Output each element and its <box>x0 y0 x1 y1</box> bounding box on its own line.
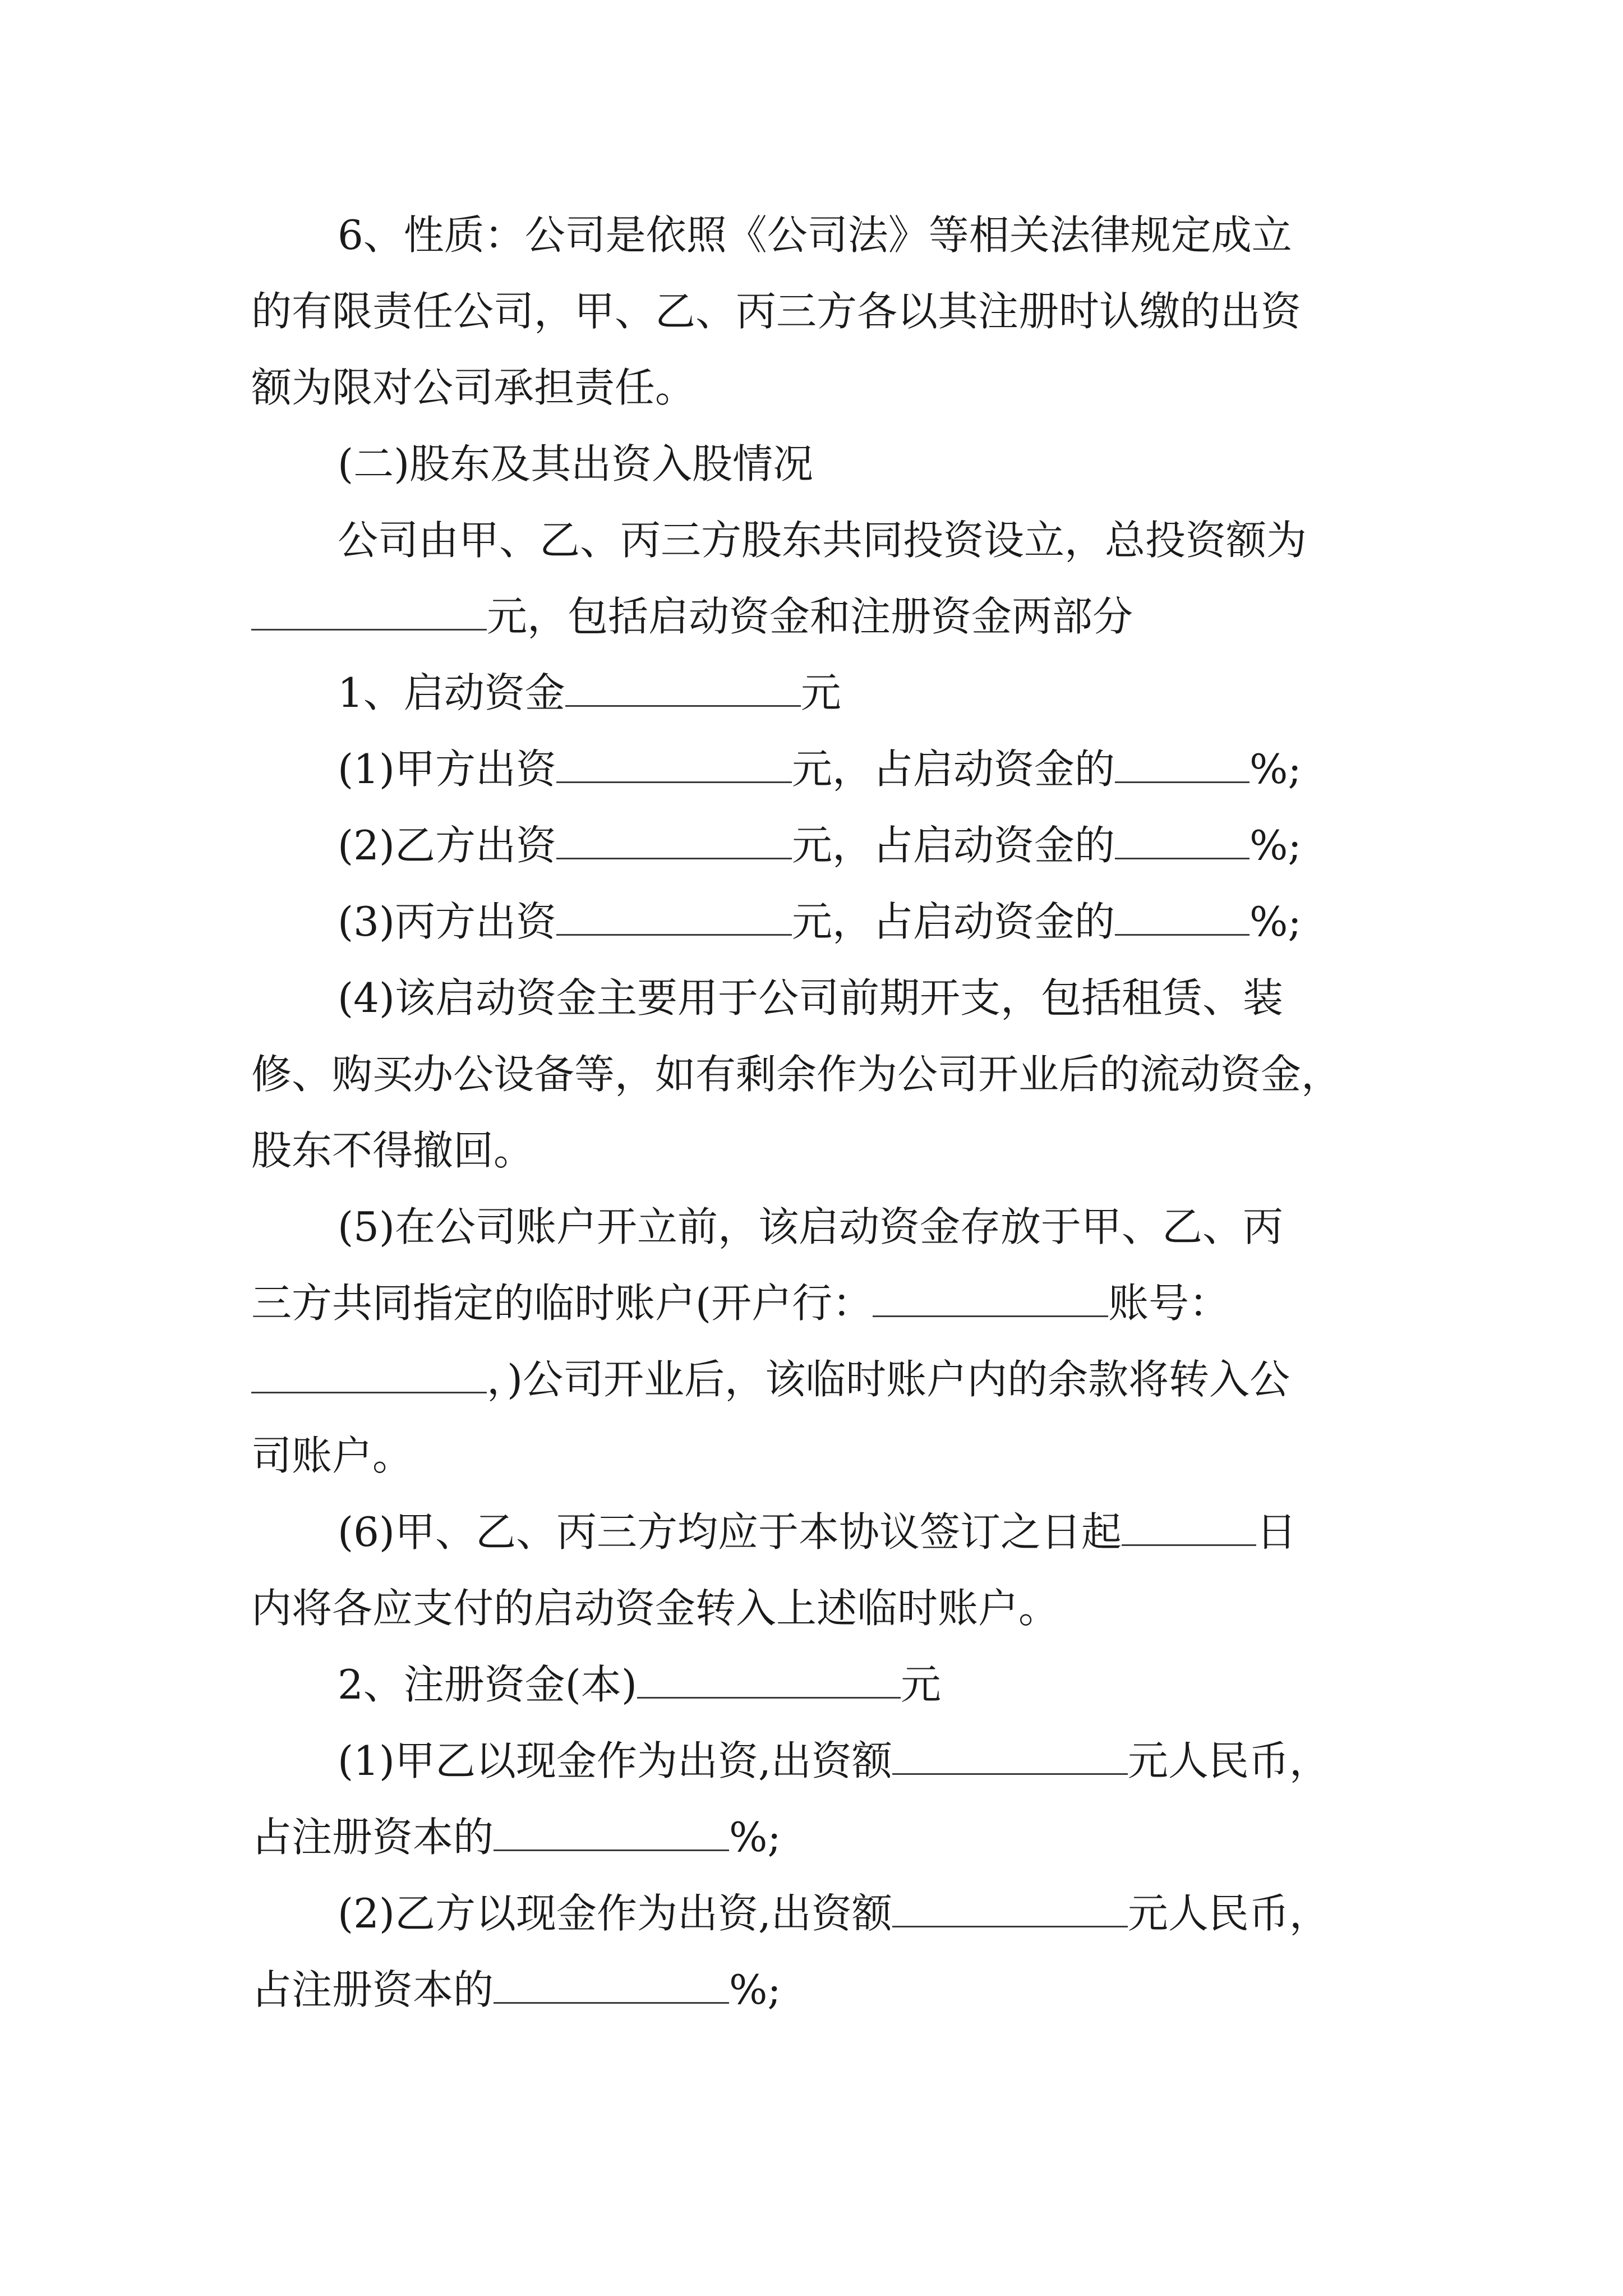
fill-in-blank[interactable] <box>1115 895 1249 936</box>
paragraph-line <box>251 1272 1229 1334</box>
line-text: 元 <box>800 669 841 716</box>
line-text: 修、购买办公设备等，如有剩余作为公司开业后的流动资金， <box>251 1051 1342 1098</box>
paragraph-line <box>338 204 1292 266</box>
line-text: 账号： <box>1108 1280 1230 1327</box>
line-text: 元 <box>901 1661 942 1708</box>
line-text: (5)在公司账户开立前，该启动资金存放于甲、乙、丙 <box>338 1203 1283 1250</box>
line-text: 元人民币， <box>1127 1737 1330 1784</box>
fill-in-blank[interactable] <box>892 1887 1128 1927</box>
line-text: 元人民币， <box>1127 1890 1330 1937</box>
fill-in-blank[interactable] <box>892 1734 1128 1775</box>
line-text: %; <box>1249 898 1302 945</box>
line-text: 公司由甲、乙、丙三方股东共同投资设立，总投资额为 <box>338 517 1307 564</box>
paragraph-line <box>251 1120 534 1181</box>
line-text: 占注册资本的 <box>251 1966 494 2013</box>
fill-in-blank[interactable] <box>1115 742 1249 783</box>
line-text: 元，占启动资金的 <box>792 746 1115 793</box>
line-text: (4)该启动资金主要用于公司前期开支，包括租赁、装 <box>338 974 1283 1022</box>
fill-in-blank[interactable] <box>556 895 792 936</box>
fill-in-blank[interactable] <box>556 818 792 859</box>
paragraph-line <box>338 967 1283 1029</box>
paragraph-line <box>338 815 1302 876</box>
fill-in-blank[interactable] <box>637 1658 901 1699</box>
line-text: 2、注册资金(本) <box>338 1661 637 1708</box>
line-text: %; <box>729 1966 781 2013</box>
line-text: 的有限责任公司，甲、乙、丙三方各以其注册时认缴的出资 <box>251 288 1302 335</box>
line-text: 额为限对公司承担责任。 <box>251 364 696 411</box>
line-text: 占注册资本的 <box>251 1814 494 1861</box>
line-text: 三方共同指定的临时账户(开户行： <box>251 1280 873 1327</box>
paragraph-line <box>251 1425 413 1487</box>
line-text: ，)公司开业后，该临时账户内的余款将转入公 <box>487 1356 1290 1403</box>
paragraph-line <box>338 1196 1283 1258</box>
fill-in-blank[interactable] <box>1122 1505 1256 1546</box>
paragraph-line <box>251 1043 1341 1105</box>
line-text: (6)甲、乙、丙三方均应于本协议签订之日起 <box>338 1508 1122 1556</box>
paragraph-line <box>251 1959 781 2021</box>
line-text: 司账户。 <box>251 1432 413 1479</box>
paragraph-line <box>338 1730 1330 1792</box>
paragraph-line <box>338 1654 941 1715</box>
fill-in-blank[interactable] <box>494 1810 729 1851</box>
section-heading <box>338 433 813 495</box>
paragraph-line <box>338 1883 1330 1944</box>
line-text: (1)甲方出资 <box>338 746 556 793</box>
paragraph-line <box>338 738 1302 800</box>
line-text: %; <box>1249 822 1302 869</box>
paragraph-line <box>251 1577 1059 1639</box>
fill-in-blank[interactable] <box>251 590 487 631</box>
fill-in-blank[interactable] <box>251 1352 487 1393</box>
line-text: 1、启动资金 <box>338 669 565 716</box>
paragraph-line <box>338 509 1307 571</box>
paragraph-line <box>251 586 1133 647</box>
fill-in-blank[interactable] <box>494 1963 729 2004</box>
line-text: 元，包括启动资金和注册资金两部分 <box>487 593 1133 640</box>
line-text: 6、性质：公司是依照《公司法》等相关法律规定成立 <box>338 211 1292 259</box>
line-text: 日 <box>1256 1508 1297 1556</box>
line-text: (1)甲乙以现金作为出资,出资额 <box>338 1737 892 1784</box>
line-text: 元，占启动资金的 <box>792 898 1115 945</box>
line-text: (2)乙方以现金作为出资,出资额 <box>338 1890 892 1937</box>
line-text: %; <box>1249 746 1302 793</box>
paragraph-line <box>251 280 1301 342</box>
fill-in-blank[interactable] <box>556 742 792 783</box>
paragraph-line <box>338 662 841 724</box>
fill-in-blank[interactable] <box>873 1276 1108 1317</box>
paragraph-line <box>251 1806 781 1868</box>
fill-in-blank[interactable] <box>565 666 801 707</box>
line-text: (二)股东及其出资入股情况 <box>338 440 814 487</box>
line-text: 元，占启动资金的 <box>792 822 1115 869</box>
line-text: (3)丙方出资 <box>338 898 556 945</box>
line-text: %; <box>729 1814 781 1861</box>
paragraph-line <box>338 891 1302 953</box>
paragraph-line <box>338 1501 1297 1563</box>
paragraph-line <box>251 357 695 418</box>
line-text: 股东不得撤回。 <box>251 1127 534 1174</box>
line-text: 内将各应支付的启动资金转入上述临时账户。 <box>251 1585 1059 1632</box>
fill-in-blank[interactable] <box>1115 818 1249 859</box>
line-text: (2)乙方出资 <box>338 822 556 869</box>
paragraph-line <box>251 1349 1290 1410</box>
